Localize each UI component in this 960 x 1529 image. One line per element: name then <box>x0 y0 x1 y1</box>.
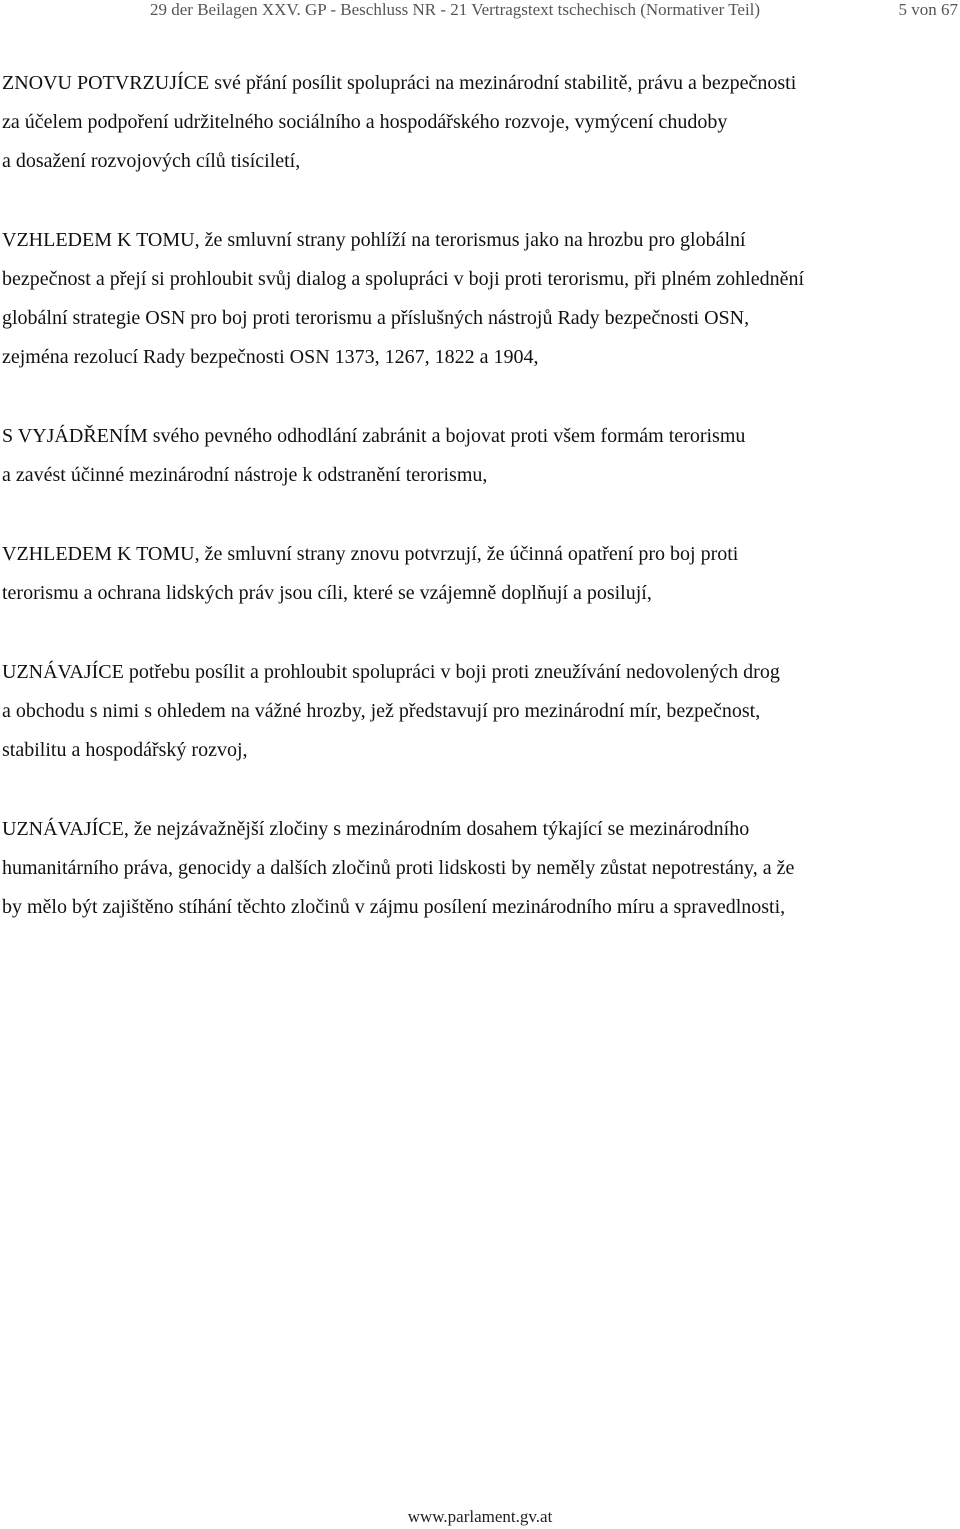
text-line: ZNOVU POTVRZUJÍCE své přání posílit spolupráci na mezinárodní stabilitě, právu a bezpečnosti <box>2 72 797 94</box>
text-line: VZHLEDEM K TOMU, že smluvní strany znovu potvrzují, že účinná opatření pro boj proti <box>2 543 739 565</box>
document-title: 29 der Beilagen XXV. GP - Beschluss NR - 21 Vertragstext tschechisch (Normativer Teil) <box>150 0 761 19</box>
text-line: S VYJÁDŘENÍM svého pevného odhodlání zabránit a bojovat proti všem formám terorismu <box>2 425 746 447</box>
text-line: za účelem podpoření udržitelného sociálního a hospodářského rozvoje, vymýcení chudoby <box>2 111 728 133</box>
paragraph-human-rights <box>2 535 958 613</box>
footer-url: www.parlament.gv.at <box>407 1507 553 1526</box>
paragraph-determination <box>2 417 958 495</box>
text-line: bezpečnost a přejí si prohloubit svůj dialog a spolupráci v boji proti terorismu, při plném zohlednění <box>2 268 805 290</box>
paragraph-reaffirming <box>2 64 958 181</box>
text-line: UZNÁVAJÍCE, že nejzávažnější zločiny s mezinárodním dosahem týkající se mezinárodního <box>2 818 750 840</box>
page-number: 5 von 67 <box>898 0 958 19</box>
text-line: UZNÁVAJÍCE potřebu posílit a prohloubit spolupráci v boji proti zneužívání nedovolených drog <box>2 661 780 683</box>
text-line: zejména rezolucí Rady bezpečnosti OSN 1373, 1267, 1822 a 1904, <box>2 346 539 368</box>
text-line: a dosažení rozvojových cílů tisíciletí, <box>2 150 301 172</box>
text-line: stabilitu a hospodářský rozvoj, <box>2 739 248 761</box>
text-line: by mělo být zajištěno stíhání těchto zločinů v zájmu posílení mezinárodního míru a spravedlnosti, <box>2 896 786 918</box>
text-line: a zavést účinné mezinárodní nástroje k odstranění terorismu, <box>2 464 488 486</box>
paragraph-terrorism-threat <box>2 221 958 377</box>
text-line: humanitárního práva, genocidy a dalších zločinů proti lidskosti by neměly zůstat nepotrestány, a že <box>2 857 795 879</box>
text-line: terorismu a ochrana lidských práv jsou cíli, které se vzájemně doplňují a posilují, <box>2 582 652 604</box>
paragraph-international-crimes <box>2 810 958 927</box>
text-line: VZHLEDEM K TOMU, že smluvní strany pohlíží na terorismus jako na hrozbu pro globální <box>2 229 746 251</box>
text-line: globální strategie OSN pro boj proti terorismu a příslušných nástrojů Rady bezpečnosti OSN, <box>2 307 750 329</box>
page-header <box>0 0 960 20</box>
text-line: a obchodu s nimi s ohledem na vážné hrozby, jež představují pro mezinárodní mír, bezpečnost, <box>2 700 761 722</box>
document-body <box>2 64 958 967</box>
paragraph-drugs <box>2 653 958 770</box>
page-footer <box>0 1506 960 1528</box>
